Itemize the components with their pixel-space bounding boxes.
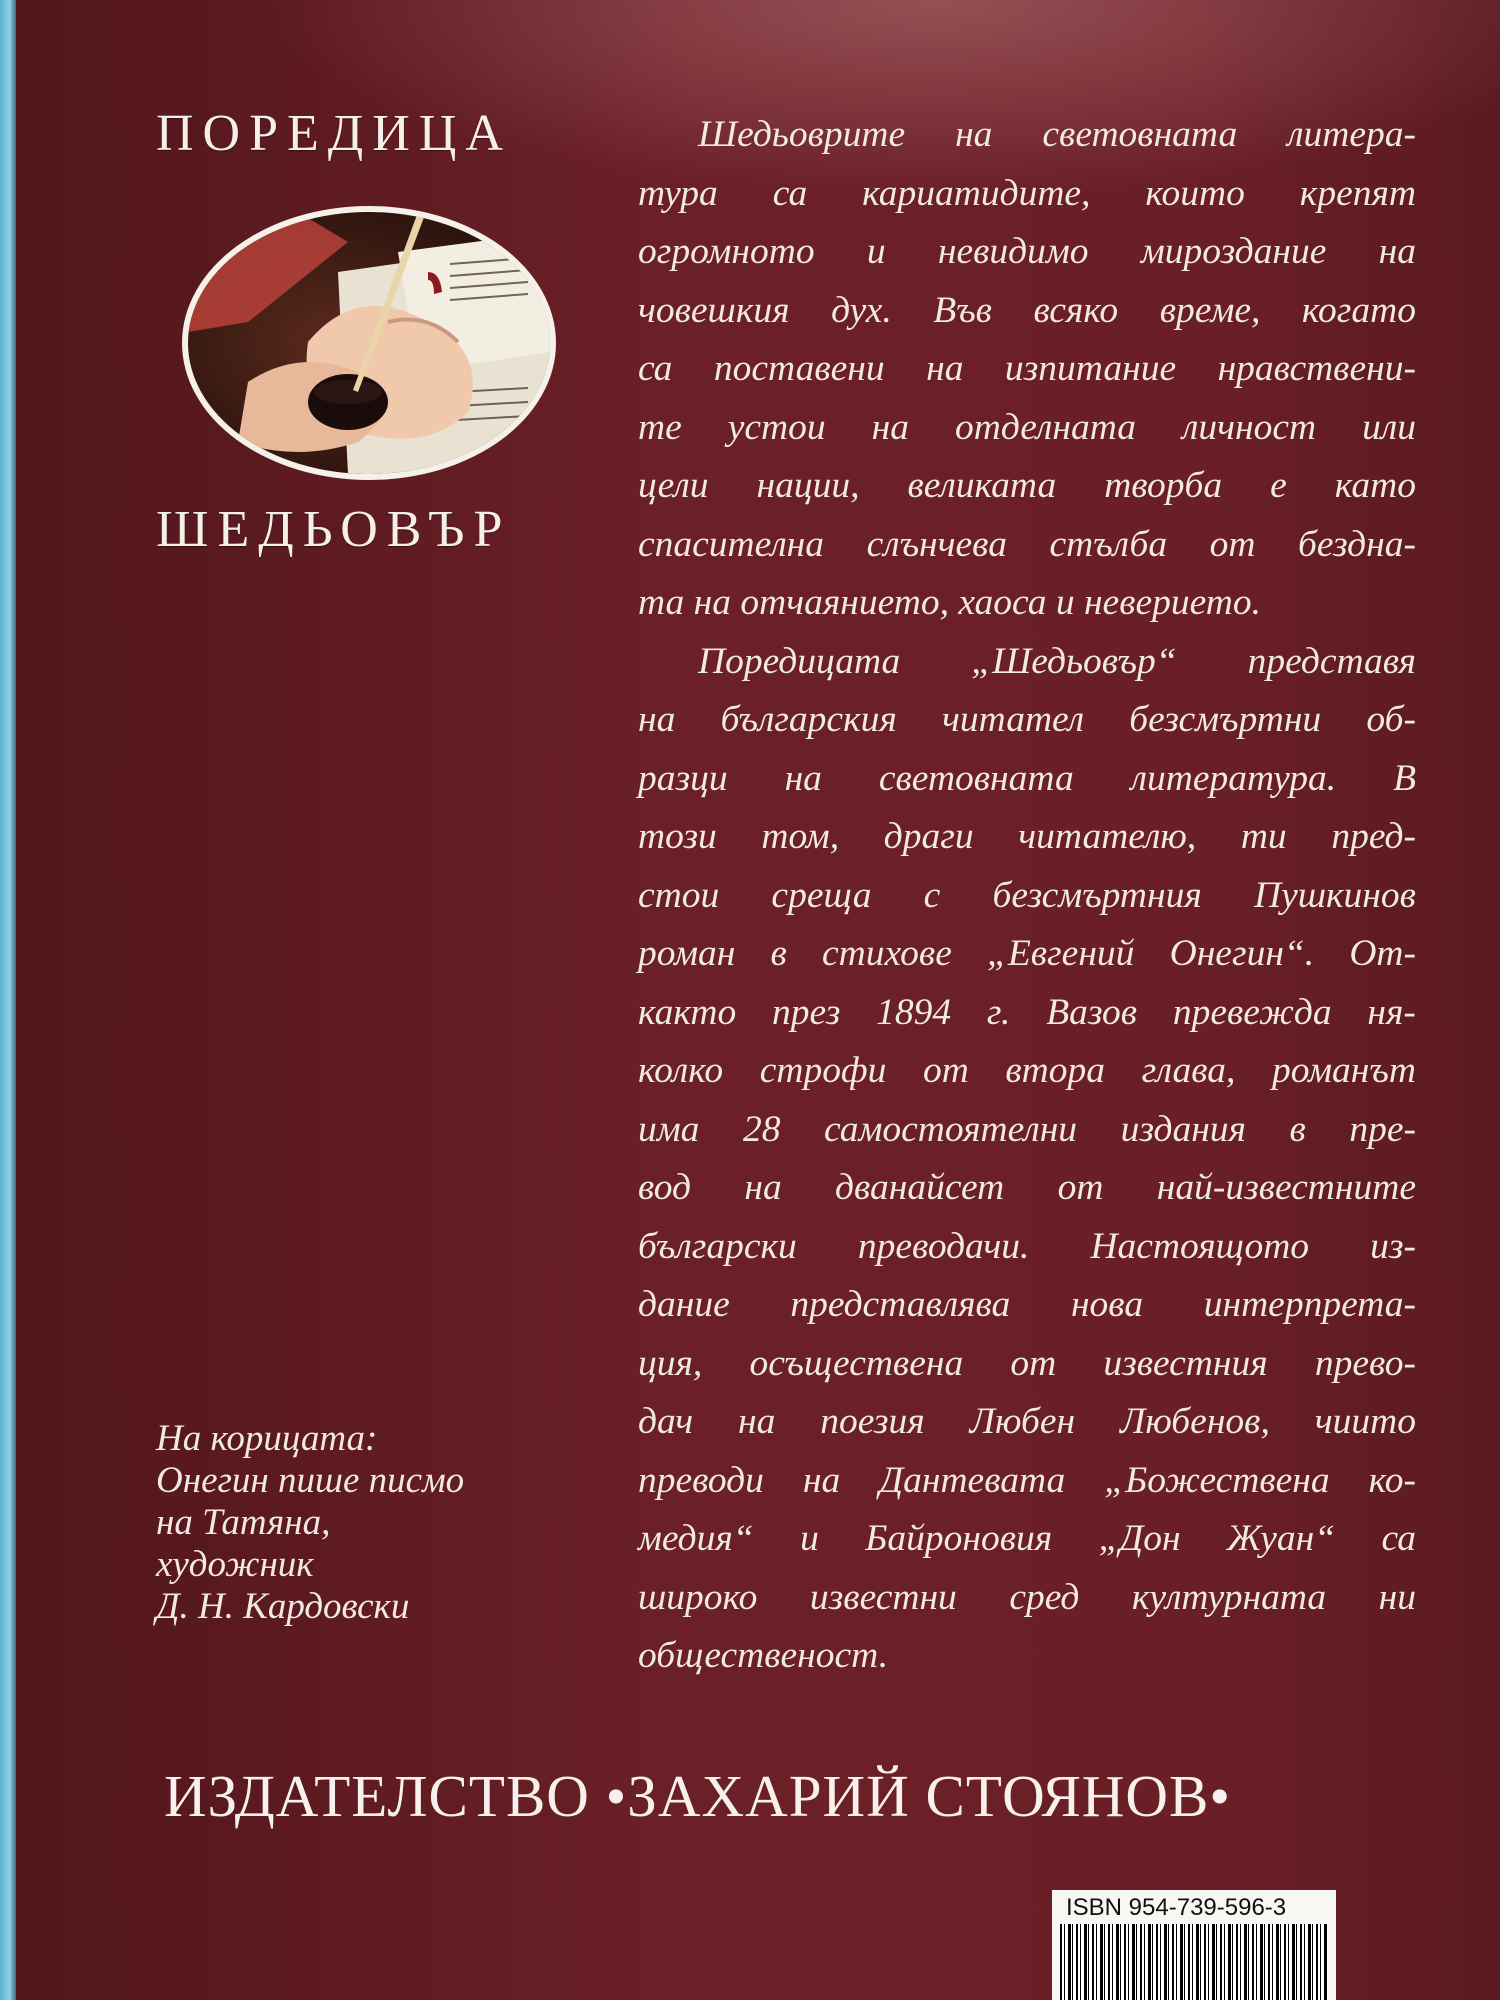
- series-name: ШЕДЬОВЪР: [156, 501, 512, 558]
- paragraph-line: вод на дванайсет от най-известните: [638, 1167, 1416, 1208]
- paragraph-line: преводи на Дантевата „Божествена ко-: [638, 1459, 1416, 1501]
- caption-line: на Татяна,: [156, 1502, 331, 1543]
- paragraph-line: на българския читател безсмъртни об-: [638, 699, 1416, 740]
- caption-line: Онегин пише писмо: [156, 1460, 465, 1501]
- paragraph-line: както през 1894 г. Вазов превежда ня-: [638, 991, 1416, 1033]
- publisher-name: ИЗДАТЕЛСТВО •ЗАХАРИЙ СТОЯНОВ•: [164, 1763, 1232, 1829]
- series-label: ПОРЕДИЦА: [156, 105, 512, 162]
- paragraph-line: български преводачи. Настоящото из-: [638, 1225, 1416, 1267]
- paragraph-line: спасителна слънчева стълба от бездна-: [638, 523, 1416, 565]
- left-edge-strip: [0, 0, 16, 2000]
- paragraph-2: [638, 633, 1416, 1686]
- paragraph-line: има 28 самостоятелни издания в пре-: [638, 1108, 1416, 1150]
- paragraph-line: човешкия дух. Във всяко време, когато: [638, 289, 1416, 331]
- isbn-barcode: [1052, 1890, 1336, 2000]
- quill-and-inkwell-painting-icon: [188, 212, 550, 474]
- paragraph-line: са поставени на изпитание нравствени-: [638, 348, 1416, 389]
- paragraph-1: [638, 106, 1416, 633]
- paragraph-line: огромното и невидимо мироздание на: [638, 231, 1416, 272]
- caption-line: Д. Н. Кардовски: [156, 1586, 410, 1627]
- paragraph-line: цели нации, великата творба е като: [638, 465, 1416, 506]
- paragraph-line: разци на световната литература. В: [638, 757, 1416, 799]
- paragraph-line: стои среща с безсмъртния Пушкинов: [638, 874, 1416, 916]
- paragraph-line: та на отчаянието, хаоса и неверието.: [638, 582, 1261, 623]
- paragraph-line: тура са кариатидите, които крепят: [638, 172, 1416, 214]
- paragraph-line: Поредицата „Шедьовър“ представя: [698, 640, 1416, 682]
- paragraph-line: този том, драги читателю, ти пред-: [638, 816, 1416, 857]
- barcode-bars: [1060, 1924, 1328, 2000]
- series-emblem: [182, 206, 556, 480]
- caption-line: На корицата:: [156, 1418, 378, 1459]
- paragraph-line: ция, осъществена от известния прево-: [638, 1342, 1416, 1384]
- cover-caption: [156, 1418, 576, 1628]
- paragraph-line: общественост.: [638, 1635, 889, 1676]
- paragraph-line: медия“ и Байроновия „Дон Жуан“ са: [638, 1518, 1416, 1559]
- paragraph-line: роман в стихове „Евгений Онегин“. От-: [638, 933, 1416, 974]
- book-back-cover: [16, 0, 1500, 2000]
- paragraph-line: широко известни сред културната ни: [638, 1576, 1416, 1618]
- paragraph-line: дач на поезия Любен Любенов, чиито: [638, 1401, 1416, 1442]
- isbn-number: ISBN 954-739-596-3: [1066, 1894, 1287, 1921]
- paragraph-line: те устои на отделната личност или: [638, 406, 1416, 448]
- paragraph-line: дание представлява нова интерпрета-: [638, 1284, 1416, 1325]
- paragraph-line: колко строфи от втора глава, романът: [638, 1050, 1416, 1091]
- description-text: [638, 106, 1416, 1686]
- caption-line: художник: [156, 1544, 314, 1585]
- paragraph-line: Шедьоврите на световната литера-: [698, 114, 1416, 155]
